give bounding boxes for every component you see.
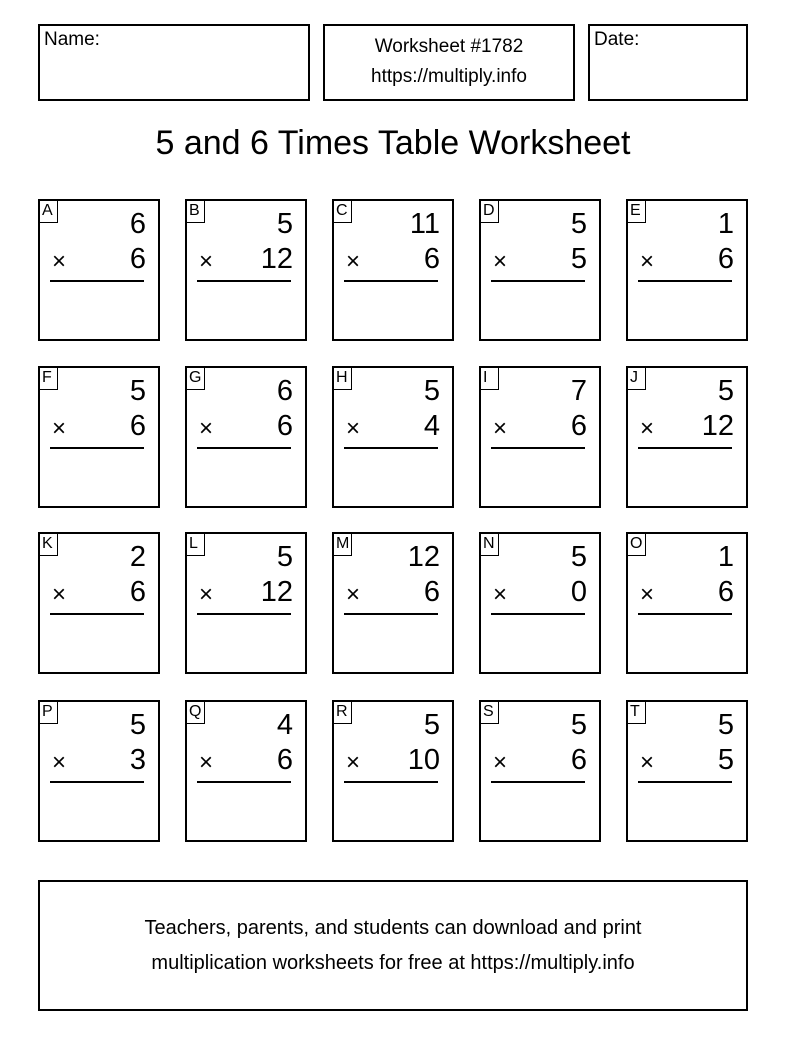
- problem-letter: G: [185, 366, 205, 390]
- name-label: Name:: [44, 29, 100, 50]
- multiplicand: 1: [717, 208, 734, 240]
- multiply-sign: ×: [493, 749, 508, 776]
- problem-letter: T: [626, 700, 646, 724]
- multiplier: 6: [570, 744, 587, 776]
- multiplier: 6: [423, 576, 440, 608]
- multiplicand: 5: [129, 375, 146, 407]
- problem-card[interactable]: [38, 199, 160, 341]
- problem-letter: R: [332, 700, 352, 724]
- answer-line: [344, 613, 438, 615]
- multiplicand: 5: [423, 375, 440, 407]
- problem-card[interactable]: [626, 532, 748, 674]
- footer-line-2: multiplication worksheets for free at https://multiply.info: [151, 952, 635, 974]
- multiplicand: 2: [129, 541, 146, 573]
- multiplier: 6: [129, 410, 146, 442]
- multiplicand: 5: [570, 208, 587, 240]
- problem-card[interactable]: [185, 199, 307, 341]
- problem-card[interactable]: [479, 366, 601, 508]
- multiplier: 3: [129, 744, 146, 776]
- multiply-sign: ×: [640, 415, 655, 442]
- multiplicand: 5: [570, 541, 587, 573]
- multiplicand: 5: [570, 709, 587, 741]
- problem-letter: P: [38, 700, 58, 724]
- problem-letter: F: [38, 366, 58, 390]
- multiplicand: 6: [276, 375, 293, 407]
- multiply-sign: ×: [493, 248, 508, 275]
- answer-line: [197, 447, 291, 449]
- multiply-sign: ×: [346, 248, 361, 275]
- answer-line: [197, 781, 291, 783]
- answer-line: [638, 781, 732, 783]
- multiply-sign: ×: [493, 415, 508, 442]
- answer-line: [50, 280, 144, 282]
- problem-letter: M: [332, 532, 352, 556]
- page-title: 5 and 6 Times Table Worksheet: [155, 124, 631, 162]
- answer-line: [638, 280, 732, 282]
- multiplicand: 4: [276, 709, 293, 741]
- answer-line: [344, 781, 438, 783]
- multiplicand: 6: [129, 208, 146, 240]
- problem-letter: S: [479, 700, 499, 724]
- problem-letter: B: [185, 199, 205, 223]
- multiplicand: 7: [570, 375, 587, 407]
- multiply-sign: ×: [199, 581, 214, 608]
- date-label: Date:: [594, 29, 640, 50]
- problem-letter: I: [479, 366, 499, 390]
- problem-letter: J: [626, 366, 646, 390]
- date-field[interactable]: [588, 24, 748, 101]
- problem-letter: E: [626, 199, 646, 223]
- multiplier: 5: [717, 744, 734, 776]
- problem-card[interactable]: [332, 532, 454, 674]
- problem-letter: L: [185, 532, 205, 556]
- multiplier: 6: [129, 243, 146, 275]
- multiply-sign: ×: [52, 749, 67, 776]
- problem-card[interactable]: [332, 199, 454, 341]
- problem-card[interactable]: [479, 532, 601, 674]
- multiply-sign: ×: [346, 415, 361, 442]
- multiplicand: 5: [717, 709, 734, 741]
- multiply-sign: ×: [493, 581, 508, 608]
- multiply-sign: ×: [640, 581, 655, 608]
- multiply-sign: ×: [640, 749, 655, 776]
- footer-line-1: Teachers, parents, and students can download and print: [144, 917, 642, 939]
- problem-card[interactable]: [626, 366, 748, 508]
- multiplier: 6: [129, 576, 146, 608]
- answer-line: [638, 447, 732, 449]
- problem-letter: A: [38, 199, 58, 223]
- problem-letter: K: [38, 532, 58, 556]
- answer-line: [491, 613, 585, 615]
- multiplier: 6: [423, 243, 440, 275]
- multiplier: 12: [701, 410, 734, 442]
- multiplicand: 5: [276, 208, 293, 240]
- multiply-sign: ×: [52, 248, 67, 275]
- name-field[interactable]: [38, 24, 310, 101]
- multiplier: 12: [260, 243, 293, 275]
- problem-card[interactable]: [626, 199, 748, 341]
- problem-card[interactable]: [626, 700, 748, 842]
- multiplicand: 5: [276, 541, 293, 573]
- answer-line: [491, 447, 585, 449]
- multiplier: 6: [717, 243, 734, 275]
- multiply-sign: ×: [640, 248, 655, 275]
- multiplier: 6: [276, 744, 293, 776]
- problem-letter: N: [479, 532, 499, 556]
- multiplicand: 1: [717, 541, 734, 573]
- multiply-sign: ×: [52, 415, 67, 442]
- answer-line: [50, 447, 144, 449]
- problem-letter: C: [332, 199, 352, 223]
- answer-line: [197, 613, 291, 615]
- answer-line: [197, 280, 291, 282]
- multiply-sign: ×: [346, 581, 361, 608]
- multiplier: 12: [260, 576, 293, 608]
- problem-card[interactable]: [479, 199, 601, 341]
- problem-card[interactable]: [332, 366, 454, 508]
- multiplicand: 5: [129, 709, 146, 741]
- problem-letter: D: [479, 199, 499, 223]
- worksheet-number: Worksheet #1782: [374, 36, 524, 57]
- problem-card[interactable]: [38, 532, 160, 674]
- multiply-sign: ×: [346, 749, 361, 776]
- multiplier: 4: [423, 410, 440, 442]
- multiplier: 6: [276, 410, 293, 442]
- multiply-sign: ×: [199, 248, 214, 275]
- problem-card[interactable]: [38, 366, 160, 508]
- problem-letter: O: [626, 532, 646, 556]
- multiplicand: 11: [409, 208, 440, 240]
- answer-line: [344, 280, 438, 282]
- multiplicand: 12: [407, 541, 440, 573]
- problem-letter: Q: [185, 700, 205, 724]
- multiplier: 0: [570, 576, 587, 608]
- answer-line: [491, 280, 585, 282]
- problem-card[interactable]: [185, 366, 307, 508]
- problem-card[interactable]: [38, 700, 160, 842]
- answer-line: [50, 781, 144, 783]
- worksheet-url: https://multiply.info: [371, 66, 527, 87]
- answer-line: [50, 613, 144, 615]
- multiplicand: 5: [717, 375, 734, 407]
- problem-card[interactable]: [332, 700, 454, 842]
- multiply-sign: ×: [199, 749, 214, 776]
- footer-note: [38, 880, 748, 1011]
- problem-card[interactable]: [185, 700, 307, 842]
- problem-card[interactable]: [185, 532, 307, 674]
- answer-line: [491, 781, 585, 783]
- multiplier: 6: [570, 410, 587, 442]
- worksheet-info-box: [323, 24, 575, 101]
- multiply-sign: ×: [52, 581, 67, 608]
- problem-letter: H: [332, 366, 352, 390]
- multiplier: 6: [717, 576, 734, 608]
- problem-card[interactable]: [479, 700, 601, 842]
- multiplier: 5: [570, 243, 587, 275]
- multiplier: 10: [407, 744, 440, 776]
- multiplicand: 5: [423, 709, 440, 741]
- answer-line: [638, 613, 732, 615]
- multiply-sign: ×: [199, 415, 214, 442]
- answer-line: [344, 447, 438, 449]
